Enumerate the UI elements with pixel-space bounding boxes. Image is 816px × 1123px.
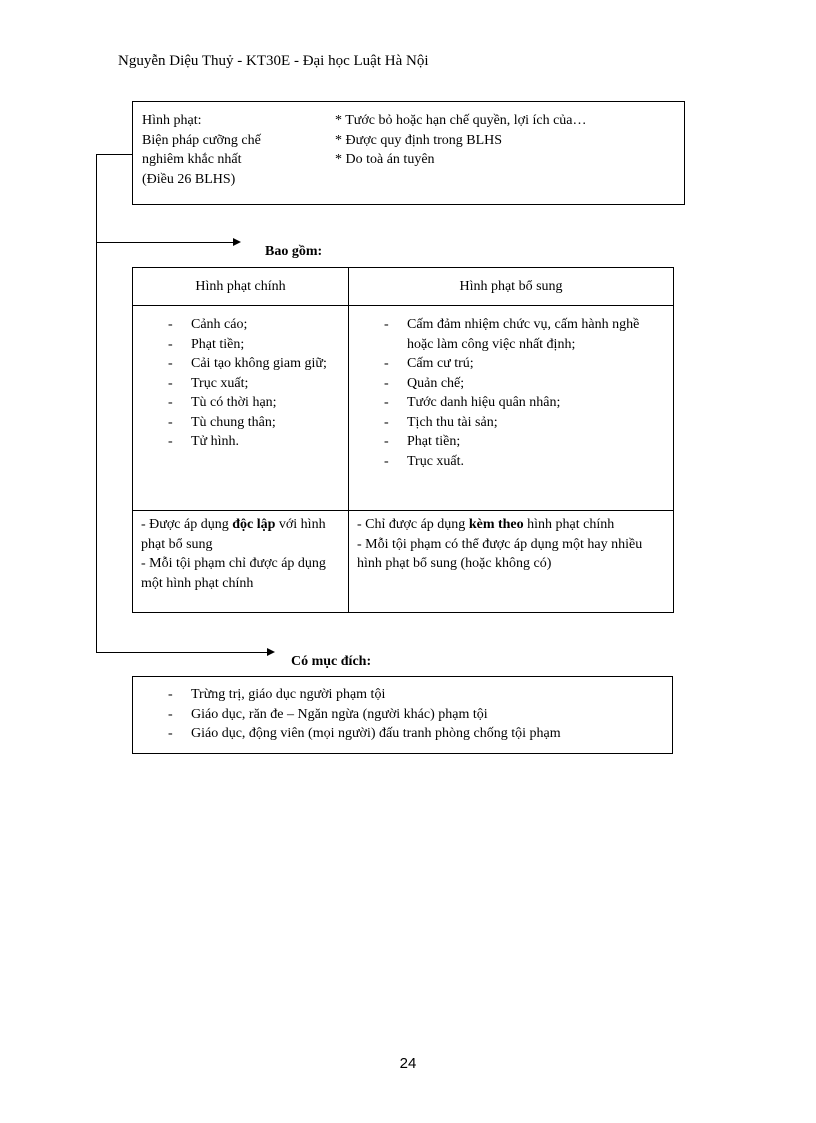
main-penalty-note bbox=[133, 511, 349, 613]
connector-line-purpose bbox=[96, 652, 268, 653]
main-penalty-list bbox=[133, 315, 328, 452]
list-item: - Trục xuất; bbox=[133, 374, 328, 394]
list-item: - Cải tạo không giam giữ; bbox=[133, 354, 328, 374]
additional-penalty-note-line1 bbox=[357, 515, 667, 535]
list-item: - Trục xuất. bbox=[349, 452, 663, 472]
list-item: - Tử hình. bbox=[133, 432, 328, 452]
list-item: - Trừng trị, giáo dục người phạm tội bbox=[133, 685, 672, 705]
list-item: - Phạt tiền; bbox=[349, 432, 663, 452]
definition-right-line: * Do toà án tuyên bbox=[335, 152, 435, 167]
definition-right bbox=[335, 111, 680, 170]
additional-penalty-list-cell bbox=[349, 306, 674, 511]
table-header-additional-penalty: Hình phạt bổ sung bbox=[349, 268, 674, 306]
arrow-right-icon bbox=[233, 238, 241, 246]
definition-left-line: Biện pháp cưỡng chế bbox=[142, 132, 261, 148]
penalty-table bbox=[132, 267, 674, 613]
definition-left-line: Hình phạt: bbox=[142, 113, 202, 128]
connector-line-vertical bbox=[96, 154, 97, 652]
additional-penalty-note-line2: - Mỗi tội phạm có thể được áp dụng một hay nhiều hình phạt bổ sung (hoặc không có) bbox=[357, 536, 643, 571]
list-item: - Tước danh hiệu quân nhân; bbox=[349, 393, 663, 413]
main-penalty-note-line2: - Mỗi tội phạm chỉ được áp dụng một hình phạt chính bbox=[141, 556, 326, 591]
note-emphasis: kèm theo bbox=[468, 517, 524, 532]
definition-right-line: * Tước bỏ hoặc hạn chế quyền, lợi ích của… bbox=[335, 113, 587, 128]
table-header-main-penalty: Hình phạt chính bbox=[133, 268, 349, 306]
page-number: 24 bbox=[399, 1055, 417, 1072]
definition-box bbox=[132, 101, 685, 205]
definition-left bbox=[142, 111, 332, 189]
definition-left-line: nghiêm khắc nhất bbox=[142, 152, 242, 167]
connector-line-includes bbox=[96, 242, 234, 243]
list-item: - Giáo dục, động viên (mọi người) đấu tranh phòng chống tội phạm bbox=[133, 724, 672, 744]
definition-left-line: (Điều 26 BLHS) bbox=[142, 171, 236, 187]
additional-penalty-list bbox=[349, 315, 663, 471]
list-item: - Cấm cư trú; bbox=[349, 354, 663, 374]
list-item: - Cấm đảm nhiệm chức vụ, cấm hành nghề hoặc làm công việc nhất định; bbox=[349, 315, 663, 354]
purpose-box bbox=[132, 676, 673, 754]
definition-right-line: * Được quy định trong BLHS bbox=[335, 132, 503, 148]
list-item: - Quản chế; bbox=[349, 374, 663, 394]
list-item: - Phạt tiền; bbox=[133, 335, 328, 355]
note-text: hình phạt chính bbox=[523, 517, 615, 532]
note-text: - Chỉ được áp dụng bbox=[357, 517, 469, 532]
arrow-right-icon bbox=[267, 648, 275, 656]
note-text: - Được áp dụng bbox=[141, 517, 233, 532]
purpose-list bbox=[133, 677, 672, 744]
list-item: - Tịch thu tài sản; bbox=[349, 413, 663, 433]
list-item: - Cảnh cáo; bbox=[133, 315, 328, 335]
heading-includes: Bao gồm: bbox=[265, 244, 323, 259]
additional-penalty-note bbox=[349, 511, 674, 613]
main-penalty-note-line1 bbox=[141, 515, 342, 554]
page-header: Nguyễn Diệu Thuỷ - KT30E - Đại học Luật Hà Nội bbox=[118, 53, 429, 69]
note-text: với hình phạt bổ sung bbox=[141, 517, 326, 552]
list-item: - Giáo dục, răn đe – Ngăn ngừa (người khác) phạm tội bbox=[133, 705, 672, 725]
connector-line-top bbox=[96, 154, 132, 155]
heading-purpose: Có mục đích: bbox=[291, 654, 372, 669]
list-item: - Tù chung thân; bbox=[133, 413, 328, 433]
list-item: - Tù có thời hạn; bbox=[133, 393, 328, 413]
main-penalty-list-cell bbox=[133, 306, 349, 511]
note-emphasis: độc lập bbox=[232, 517, 276, 532]
